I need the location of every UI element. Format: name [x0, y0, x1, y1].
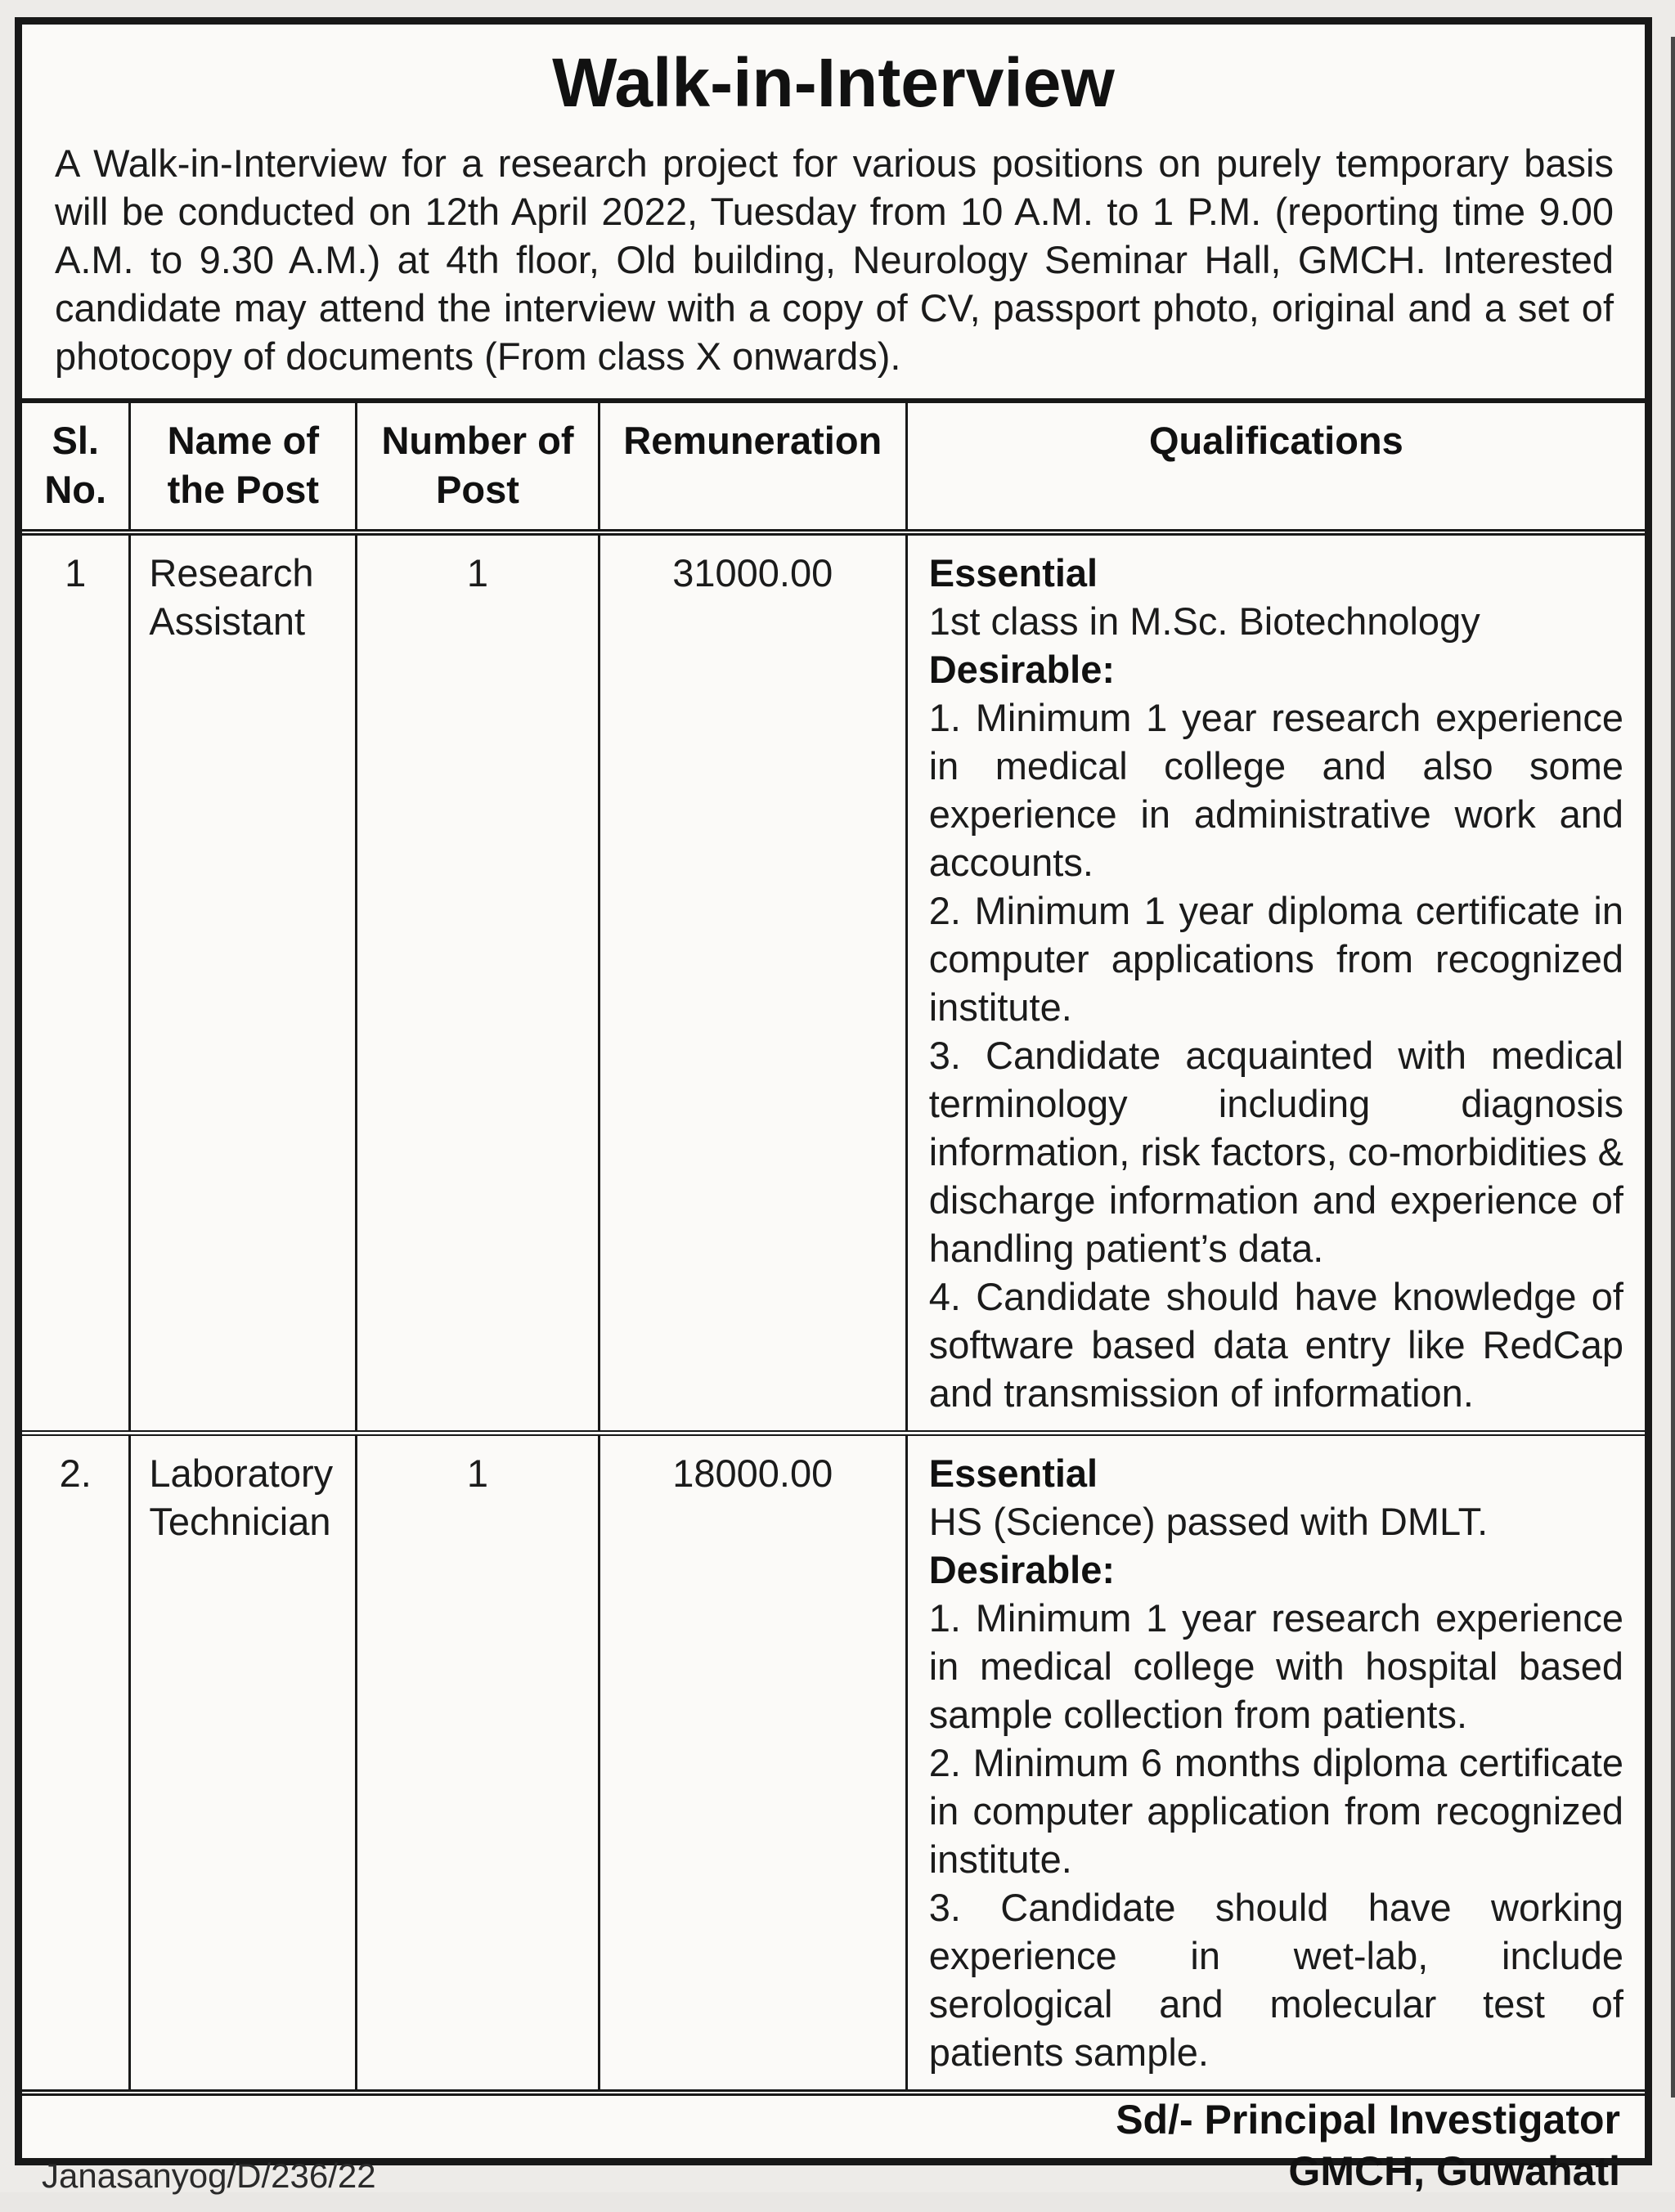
reference-number: Janasanyog/D/236/22: [42, 2156, 376, 2196]
positions-table: [22, 398, 1645, 2089]
col-header-qualifications: Qualifications: [906, 401, 1645, 532]
cell-post-name: Research Assistant: [130, 532, 357, 1434]
desirable-item: 3. Candidate should have working experience in wet-lab, include serological and molecular test of patients sample.: [928, 1886, 1623, 2075]
essential-heading: Essential: [928, 551, 1098, 595]
cell-sl-no: 2.: [59, 1451, 92, 1496]
col-header-number-of-post: Number of Post: [357, 401, 599, 532]
col-header-sl-no: Sl. No.: [22, 401, 130, 532]
cell-number-of-post: 1: [357, 532, 599, 1434]
table-header-row: [22, 401, 1645, 532]
desirable-heading: Desirable:: [928, 648, 1116, 692]
essential-text: HS (Science) passed with DMLT.: [928, 1500, 1489, 1544]
desirable-item: 2. Minimum 1 year diploma certificate in computer applications from recognized institute.: [928, 889, 1623, 1030]
col-header-post-name: Name of the Post: [130, 401, 357, 532]
desirable-item: 2. Minimum 6 months diploma certificate in computer application from recognized institute.: [928, 1741, 1623, 1882]
cell-qualifications: [906, 532, 1645, 1434]
cell-qualifications: [906, 1434, 1645, 2090]
cell-remuneration: 18000.00: [599, 1434, 906, 2090]
cell-remuneration: 31000.00: [599, 532, 906, 1434]
desirable-item: 1. Minimum 1 year research experience in medical college and also some experience in administrative work and accounts.: [928, 696, 1623, 885]
walk-in-interview-advertisement: [15, 17, 1652, 2196]
cell-number-of-post: 1: [357, 1434, 599, 2090]
essential-heading: Essential: [928, 1451, 1098, 1496]
essential-text: 1st class in M.Sc. Biotechnology: [928, 599, 1480, 644]
ad-title: Walk-in-Interview: [552, 44, 1115, 121]
desirable-item: 4. Candidate should have knowledge of software based data entry like RedCap and transmission of information.: [928, 1275, 1623, 1416]
ad-footer: [22, 2089, 1645, 2212]
desirable-heading: Desirable:: [928, 1548, 1116, 1592]
col-header-remuneration: Remuneration: [599, 401, 906, 532]
scan-edge-artifact: [1671, 37, 1675, 2098]
signature-block: [1116, 2094, 1620, 2197]
intro-paragraph: A Walk-in-Interview for a research project for various positions on purely temporary basis will be conducted on 12th April 2022, Tuesday from 10 A.M. to 1 P.M. (reporting time 9.00 A.M. to 9.30 A.M.) at 4th floor, Old building, Neurology Seminar Hall, GMCH. Interested candidate may attend the interview with a copy of CV, passport photo, original and a set of photocopy of documents (From class X onwards).: [55, 141, 1614, 379]
table-row-research-assistant: [22, 532, 1645, 1434]
signature-line1: Sd/- Principal Investigator: [1116, 2097, 1620, 2143]
table-row-laboratory-technician: [22, 1434, 1645, 2090]
cell-post-name: Laboratory Technician: [130, 1434, 357, 2090]
cell-sl-no: 1: [22, 532, 130, 1434]
desirable-item: 1. Minimum 1 year research experience in medical college with hospital based sample collection from patients.: [928, 1596, 1623, 1737]
signature-line2: GMCH, Guwahati: [1288, 2148, 1620, 2195]
desirable-item: 3. Candidate acquainted with medical terminology including diagnosis information, risk factors, co-morbidities & discharge information and experience of handling patient’s data.: [928, 1034, 1623, 1271]
